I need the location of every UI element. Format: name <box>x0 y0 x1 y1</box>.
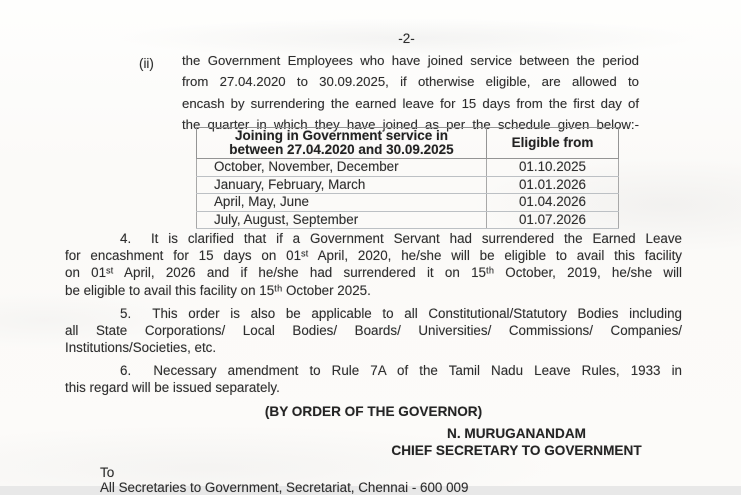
paragraph-4-line: be eligible to avail this facility on 15ᵗʰ October 2025. <box>65 282 371 298</box>
clause-ii-text <box>182 50 639 136</box>
clause-ii-line: the Government Employees who have joined service between the period <box>182 53 639 68</box>
joining-months-cell: April, May, June <box>197 194 487 212</box>
eligible-date-cell: 01.07.2026 <box>487 211 619 229</box>
address-line-partial: All Secretaries to Government, Secretariat, Chennai - 600 009 <box>100 480 469 495</box>
signatory-name: N. MURUGANANDAM <box>447 426 586 441</box>
paragraph-4-line: 4. It is clarified that if a Government Servant had surrendered the Earned Leave <box>120 231 682 246</box>
table-row <box>197 159 619 177</box>
joining-months-cell: January, February, March <box>197 176 487 194</box>
eligible-date-cell: 01.01.2026 <box>487 176 619 194</box>
page-number: -2- <box>398 31 415 46</box>
paragraph-6-line: 6. Necessary amendment to Rule 7A of the Tamil Nadu Leave Rules, 1933 in <box>120 363 682 378</box>
paragraph-5 <box>65 305 682 357</box>
paragraph-5-line: 5. This order is also be applicable to all Constitutional/Statutory Bodies including <box>120 306 682 321</box>
schedule-header-joining-line1: Joining in Government service in <box>234 128 449 143</box>
by-order-line: (BY ORDER OF THE GOVERNOR) <box>264 404 483 419</box>
schedule-header-row <box>197 128 619 159</box>
table-row <box>197 211 619 229</box>
schedule-header-joining <box>197 128 487 159</box>
paragraph-4 <box>65 230 682 299</box>
address-to-label: To <box>100 465 115 480</box>
clause-ii-line: encash by surrendering the earned leave for 15 days from the first day of <box>182 95 639 111</box>
signatory-title: CHIEF SECRETARY TO GOVERNMENT <box>391 442 642 458</box>
table-row <box>197 176 619 194</box>
schedule-table <box>196 127 619 229</box>
paragraph-6-line: this regard will be issued separately. <box>65 380 280 396</box>
schedule-header-eligible-label: Eligible from <box>511 134 594 150</box>
eligible-date-cell: 01.04.2026 <box>487 194 619 212</box>
clause-ii-line: from 27.04.2020 to 30.09.2025, if otherwise eligible, are allowed to <box>182 74 639 90</box>
eligible-date-cell: 01.10.2025 <box>487 159 619 177</box>
paragraph-6 <box>65 362 682 396</box>
signature-block <box>350 426 683 459</box>
paragraph-4-line: for encashment for 15 days on 01ˢᵗ April, 2020, he/she will be eligible to avail this facility <box>65 248 682 264</box>
paragraph-5-line: all State Corporations/ Local Bodies/ Boards/ Universities/ Commissions/ Companies/ <box>65 323 682 339</box>
schedule-header-joining-line2: between 27.04.2020 and 30.09.2025 <box>229 141 454 157</box>
schedule-header-eligible <box>487 128 619 159</box>
paragraph-5-line: Institutions/Societies, etc. <box>65 340 217 356</box>
clause-ii-line: the quarter in which they have joined as per the schedule given below:- <box>182 117 639 133</box>
joining-months-cell: October, November, December <box>197 159 487 177</box>
paragraph-4-line: on 01ˢᵗ April, 2026 and if he/she had surrendered it on 15ᵗʰ October, 2019, he/she will <box>65 265 682 281</box>
table-row <box>197 194 619 212</box>
clause-ii-label: (ii) <box>139 56 154 71</box>
joining-months-cell: July, August, September <box>197 211 487 229</box>
